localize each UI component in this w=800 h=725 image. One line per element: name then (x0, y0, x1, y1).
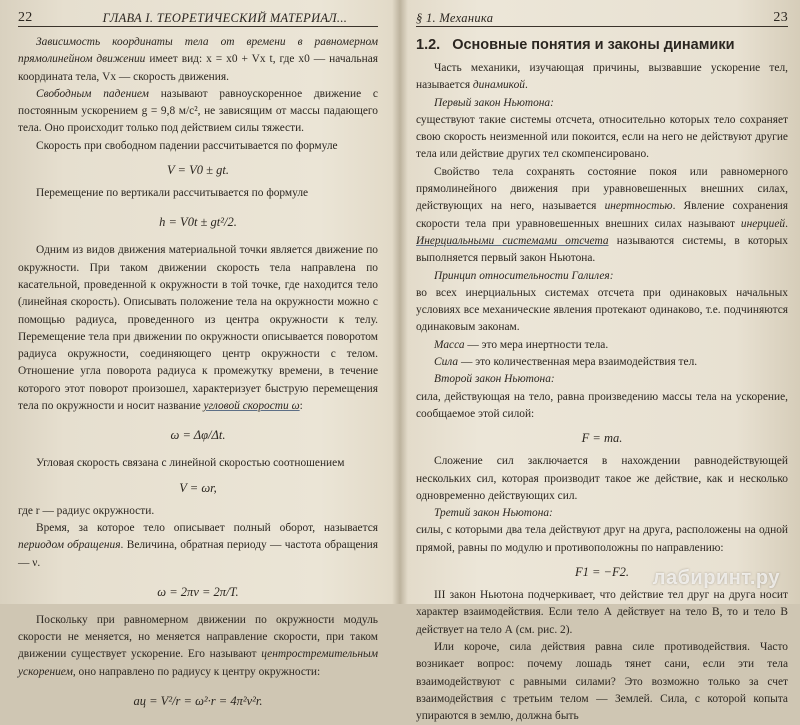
text: Второй закон Ньютона: (434, 373, 555, 386)
term: Сила (434, 356, 459, 369)
section-heading (416, 34, 788, 60)
running-head (18, 6, 378, 27)
term: Свободным падением (36, 87, 149, 100)
formula: V = ωr, (179, 480, 217, 495)
text: имеет вид: x = x0 + Vx t, где x0 — начальная координата тела, Vx — скорость движения. (18, 53, 378, 83)
paragraph: Угловая скорость связана с линейной скоростью соотношением (36, 457, 345, 470)
term: Зависимость координаты тела от времени в равномерном прямолинейном движении (18, 36, 378, 66)
term: инерцией (740, 217, 786, 230)
text: называются системы, в которых выполняется первый закон Ньютона. (416, 234, 788, 265)
text: . Явление сохранения скорости тела при уравновешенных внешних силах называют (416, 200, 788, 230)
law-heading (416, 505, 788, 522)
running-head (416, 6, 788, 27)
watermark: лабиринт.ру (652, 567, 780, 589)
formula: ω = Δφ/Δt. (170, 428, 226, 443)
paragraph (416, 164, 788, 268)
paragraph (18, 242, 378, 415)
text: , оно направлено по радиусу к центру окружности: (72, 665, 321, 678)
term: периодом обращения (18, 539, 121, 552)
law-heading (416, 268, 788, 285)
text: Поскольку при равномерном движении по окружности модуль скорости не меняется, но меняется направление скорости, при таком движении существует ускорение. Его называют (18, 613, 378, 661)
text: — это количественная мера взаимодействия тел. (458, 356, 698, 369)
paragraph (18, 86, 378, 138)
paragraph: силы, с которыми два тела действуют друг на друга, расположены на одной прямой, равны по модулю и противоположны по направлению: (416, 524, 788, 554)
formula: ω = 2πν = 2π/T. (157, 584, 239, 599)
paragraph (416, 337, 788, 354)
law-heading (416, 95, 788, 112)
term: угловой скорости ω (203, 400, 300, 413)
formula: F = ma. (581, 431, 623, 446)
paragraph: Или короче, сила действия равна силе противодействия. Часто возникает вопрос: почему лошадь тянет сани, если эти тела взаимодействуют с равными силами? Это возможно только за счет взаимодействия с третьим телом — Землей. Сила, с которой копыта упираются в землю, должна быть (416, 640, 788, 723)
paragraph: во всех инерциальных системах отсчета при одинаковых начальных условиях все механические явления протекают одинаково, т.е. подчиняются одинаковым законам. (416, 286, 788, 334)
paragraph: III закон Ньютона подчеркивает, что действие тел друг на друга носит характер взаимодействия. Если тело А действует на тело В, то и тело В действует на тело А (см. рис. 2). (416, 589, 788, 636)
text: . Величина, обратная периоду — частота обращения — ν. (18, 539, 378, 569)
text: Принцип относительности Галилея: (434, 269, 614, 282)
term: инертностью (604, 200, 673, 213)
page-number: 23 (773, 10, 788, 25)
formula: aц = V²/r = ω²·r = 4π²ν²r. (133, 694, 263, 709)
text: . (524, 79, 528, 92)
formula: h = V0t ± gt²/2. (159, 215, 237, 230)
text: Одним из видов движения материальной точки является движение по окружности. При таком движении скорость тела направлена по касательной, проведенной к окружности в той точке, где находится тело (линейная скорость). Описывать положение тела на окружности можно с помощью радиуса, проведенного из центра окружности к телу. Перемещение тела при движении по окружности описывается поворотом радиуса окружности, соединяющего центр окружности с телом. Отношение угла поворота радиуса к промежутку времени, в течение которого этот поворот произошел, характеризует быструю перемещения тела по окружности и носит название (18, 244, 378, 413)
paragraph (18, 34, 378, 86)
section-number: 1.2. (416, 37, 441, 53)
text: — это мера инертности тела. (464, 338, 609, 351)
law-heading (416, 371, 788, 388)
text: Часть механики, изучающая причины, вызвавшие ускорение тел, называется (416, 62, 788, 92)
left-page (0, 0, 396, 709)
term: Масса (434, 338, 465, 351)
paragraph: существуют такие системы отсчета, относительно которых тело сохраняет свою скорость неизменной или покоится, если на него не действуют другие тела или действие других тел скомпенсировано. (416, 113, 788, 161)
section-title: Основные понятия и законы динамики (452, 37, 735, 53)
term: Инерциальными системами отсчета (416, 234, 609, 247)
formula: V = V0 ± gt. (167, 163, 229, 178)
paragraph (18, 520, 378, 572)
paragraph (416, 60, 788, 95)
term: динамикой (472, 79, 525, 92)
text: Третий закон Ньютона: (434, 507, 553, 520)
term: центростремительным ускорением (18, 648, 378, 678)
text: Время, за которое тело описывает полный оборот, называется (36, 521, 378, 534)
text: : (299, 400, 303, 413)
paragraph: Перемещение по вертикали рассчитывается по формуле (36, 187, 309, 200)
formula: F1 = −F2. (574, 565, 630, 580)
section-running-title: § 1. Механика (416, 11, 494, 25)
text: Первый закон Ньютона: (434, 96, 554, 109)
text: Свойство тела сохранять состояние покоя или равномерного прямолинейного движения при уравновешенных внешних силах, действующих на него, называется (416, 165, 788, 213)
paragraph: сила, действующая на тело, равна произведению массы тела на ускорение, сообщаемое этой силой: (416, 390, 788, 420)
paragraph (416, 354, 788, 371)
chapter-title: ГЛАВА I. ТЕОРЕТИЧЕСКИЙ МАТЕРИАЛ... (102, 11, 348, 25)
paragraph: Сложение сил заключается в нахождении равнодействующей нескольких сил, которая производит такое же действие, как и несколько одновременно действующих сил. (416, 455, 788, 502)
paragraph: где r — радиус окружности. (18, 504, 155, 517)
paragraph: Скорость при свободном падении рассчитывается по формуле (36, 139, 338, 152)
page-number: 22 (18, 10, 33, 25)
right-page (404, 0, 800, 723)
page-body (18, 34, 378, 721)
paragraph (18, 612, 378, 681)
text: называют равноускоренное движение с постоянным ускорением g = 9,8 м/с², не зависящим от массы падающего тела. Оно происходит только под действием силы тяжести. (18, 87, 378, 135)
text: . (785, 217, 788, 230)
page-body (416, 34, 788, 725)
